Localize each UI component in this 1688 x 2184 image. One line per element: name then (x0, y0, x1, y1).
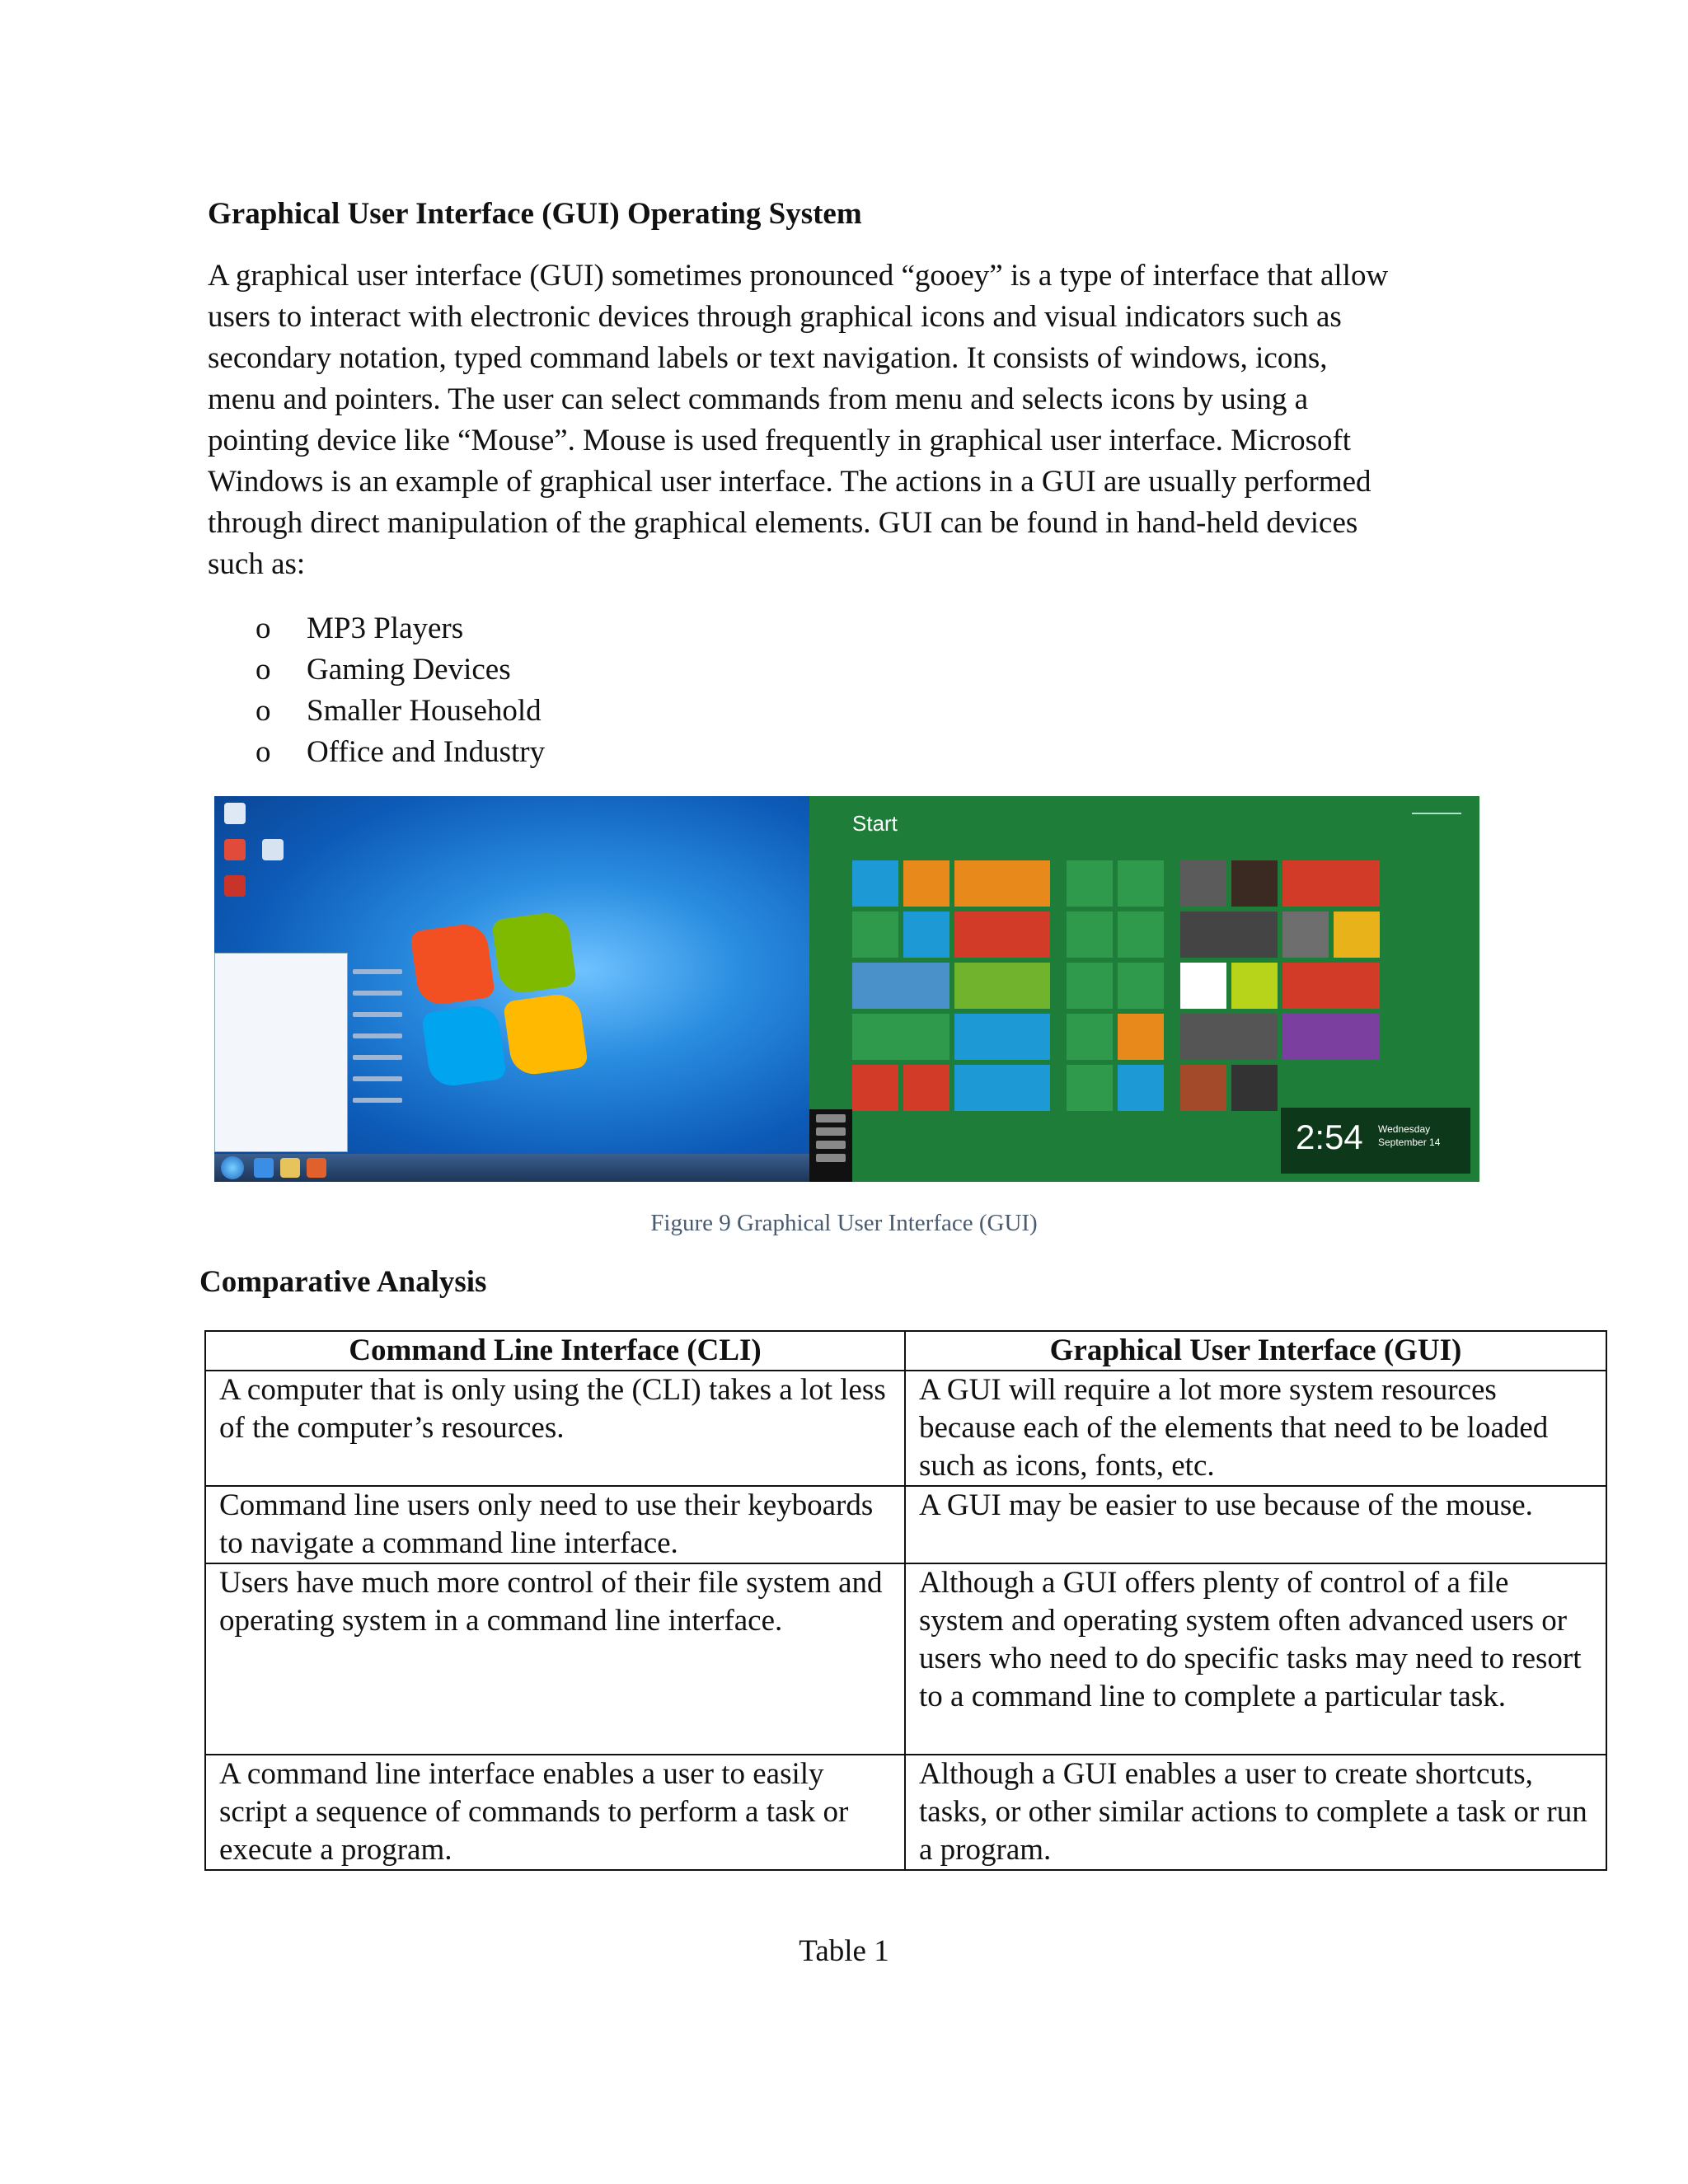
clock-date (1378, 1122, 1440, 1149)
game-tile (1282, 1014, 1380, 1060)
table-caption: Table 1 (799, 1934, 889, 1968)
charms-bar (809, 1109, 852, 1182)
tile (1067, 860, 1113, 907)
tile (1118, 1065, 1164, 1111)
paragraph-line: secondary notation, typed command labels or text navigation. It consists of windows, icons, (208, 341, 1328, 375)
tile (1067, 912, 1113, 958)
start-orb-icon (221, 1156, 244, 1179)
clock-day: Wednesday (1378, 1123, 1431, 1135)
start-screen-title: Start (852, 811, 898, 836)
table-row (205, 1563, 1606, 1755)
piano-tile (1231, 860, 1278, 907)
lock-clock (1281, 1108, 1470, 1174)
list-item-label: Gaming Devices (307, 653, 511, 687)
tile (1231, 1065, 1278, 1111)
windows8-start-screen-image (809, 796, 1479, 1182)
bullet-marker: o (256, 612, 271, 645)
list-item (256, 732, 545, 773)
list-item (256, 649, 545, 691)
bullet-marker: o (256, 694, 271, 728)
paragraph-line: through direct manipulation of the graphical elements. GUI can be found in hand-held devices (208, 506, 1358, 540)
mail-tile (954, 1014, 1050, 1060)
windows-logo-icon (410, 909, 596, 1095)
taskbar-browser-icon (254, 1158, 274, 1178)
table-row (205, 1486, 1606, 1563)
recycle-bin-icon (224, 803, 246, 824)
table-row (205, 1755, 1606, 1870)
tile (1231, 963, 1278, 1009)
tile (852, 1014, 950, 1060)
paragraph-line: users to interact with electronic devices through graphical icons and visual indicators such as (208, 300, 1342, 334)
list-item-label: Office and Industry (307, 735, 546, 769)
music-tile (852, 1065, 898, 1111)
game-tile (1282, 912, 1329, 958)
tile (1282, 860, 1380, 907)
comparative-analysis-heading: Comparative Analysis (199, 1265, 487, 1299)
list-item-label: Smaller Household (307, 694, 542, 728)
taskbar (214, 1154, 809, 1182)
game-tile (1334, 912, 1380, 958)
section-heading: Graphical User Interface (GUI) Operating System (208, 197, 862, 231)
paragraph-line: Windows is an example of graphical user interface. The actions in a GUI are usually performed (208, 465, 1372, 499)
paint-tile (1180, 912, 1278, 958)
taskbar-folder-icon (280, 1158, 300, 1178)
tile (1118, 963, 1164, 1009)
clock-time: 2:54 (1296, 1118, 1363, 1156)
device-list (256, 608, 545, 773)
game-tile (1282, 963, 1380, 1009)
photo-tile (1180, 1014, 1278, 1060)
start-menu-links-panel (214, 953, 348, 1152)
taskbar-media-icon (307, 1158, 326, 1178)
paragraph-line: pointing device like “Mouse”. Mouse is used frequently in graphical user interface. Microsoft (208, 424, 1352, 457)
user-account-icon (1412, 813, 1461, 829)
windows7-desktop-image (214, 796, 809, 1182)
gui-cell: A GUI will require a lot more system resources because each of the elements that need to be loaded such as icons, fonts, etc. (905, 1371, 1606, 1486)
settings-tile (903, 912, 950, 958)
paragraph-line: menu and pointers. The user can select commands from menu and selects icons by using a (208, 382, 1309, 416)
cli-cell: A command line interface enables a user to easily script a sequence of commands to perform a task or execute a program. (205, 1755, 905, 1870)
cli-cell: Command line users only need to use their keyboards to navigate a command line interface. (205, 1486, 905, 1563)
list-item (256, 608, 545, 649)
gui-cell: Although a GUI enables a user to create shortcuts, tasks, or other similar actions to complete a task or run a program. (905, 1755, 1606, 1870)
gui-screenshots-figure (214, 796, 1479, 1182)
tile (1118, 912, 1164, 958)
desktop-app-icon (224, 875, 246, 897)
desktop-app-icon (262, 839, 284, 860)
paragraph-line: such as: (208, 547, 306, 581)
tile (1067, 1014, 1113, 1060)
clock-month-day: September 14 (1378, 1137, 1441, 1148)
list-item-label: MP3 Players (307, 612, 464, 645)
tile (852, 912, 898, 958)
desktop-app-icon (224, 839, 246, 860)
calendar-tile (954, 1065, 1050, 1111)
cli-cell: A computer that is only using the (CLI) takes a lot less of the computer’s resources. (205, 1371, 905, 1486)
cli-gui-comparison-table (204, 1330, 1607, 1871)
ie-tile (852, 860, 898, 907)
paragraph-line: A graphical user interface (GUI) sometimes pronounced “gooey” is a type of interface that allow (208, 259, 1389, 293)
tile (1067, 1065, 1113, 1111)
rss-tile (954, 860, 1050, 907)
column-header-gui: Graphical User Interface (GUI) (905, 1331, 1606, 1371)
game-tile (1180, 860, 1226, 907)
weather-tile (954, 963, 1050, 1009)
tile (1180, 1065, 1226, 1111)
intro-paragraph (208, 255, 1493, 585)
tile (1067, 963, 1113, 1009)
photo-tile (852, 963, 950, 1009)
tile (1118, 860, 1164, 907)
list-item (256, 691, 545, 732)
table-header-row (205, 1331, 1606, 1371)
column-header-cli: Command Line Interface (CLI) (205, 1331, 905, 1371)
figure-caption: Figure 9 Graphical User Interface (GUI) (650, 1210, 1038, 1236)
store-tile (903, 860, 950, 907)
news-tile (954, 912, 1050, 958)
cli-cell: Users have much more control of their file system and operating system in a command line interface. (205, 1563, 905, 1755)
tile (1180, 963, 1226, 1009)
gui-cell: Although a GUI offers plenty of control of a file system and operating system often advanced users or users who need to do specific tasks may need to resort to a command line to complete a particular task. (905, 1563, 1606, 1755)
tile (903, 1065, 950, 1111)
bullet-marker: o (256, 735, 271, 769)
bullet-marker: o (256, 653, 271, 687)
gui-cell: A GUI may be easier to use because of the mouse. (905, 1486, 1606, 1563)
table-row (205, 1371, 1606, 1486)
tile (1118, 1014, 1164, 1060)
